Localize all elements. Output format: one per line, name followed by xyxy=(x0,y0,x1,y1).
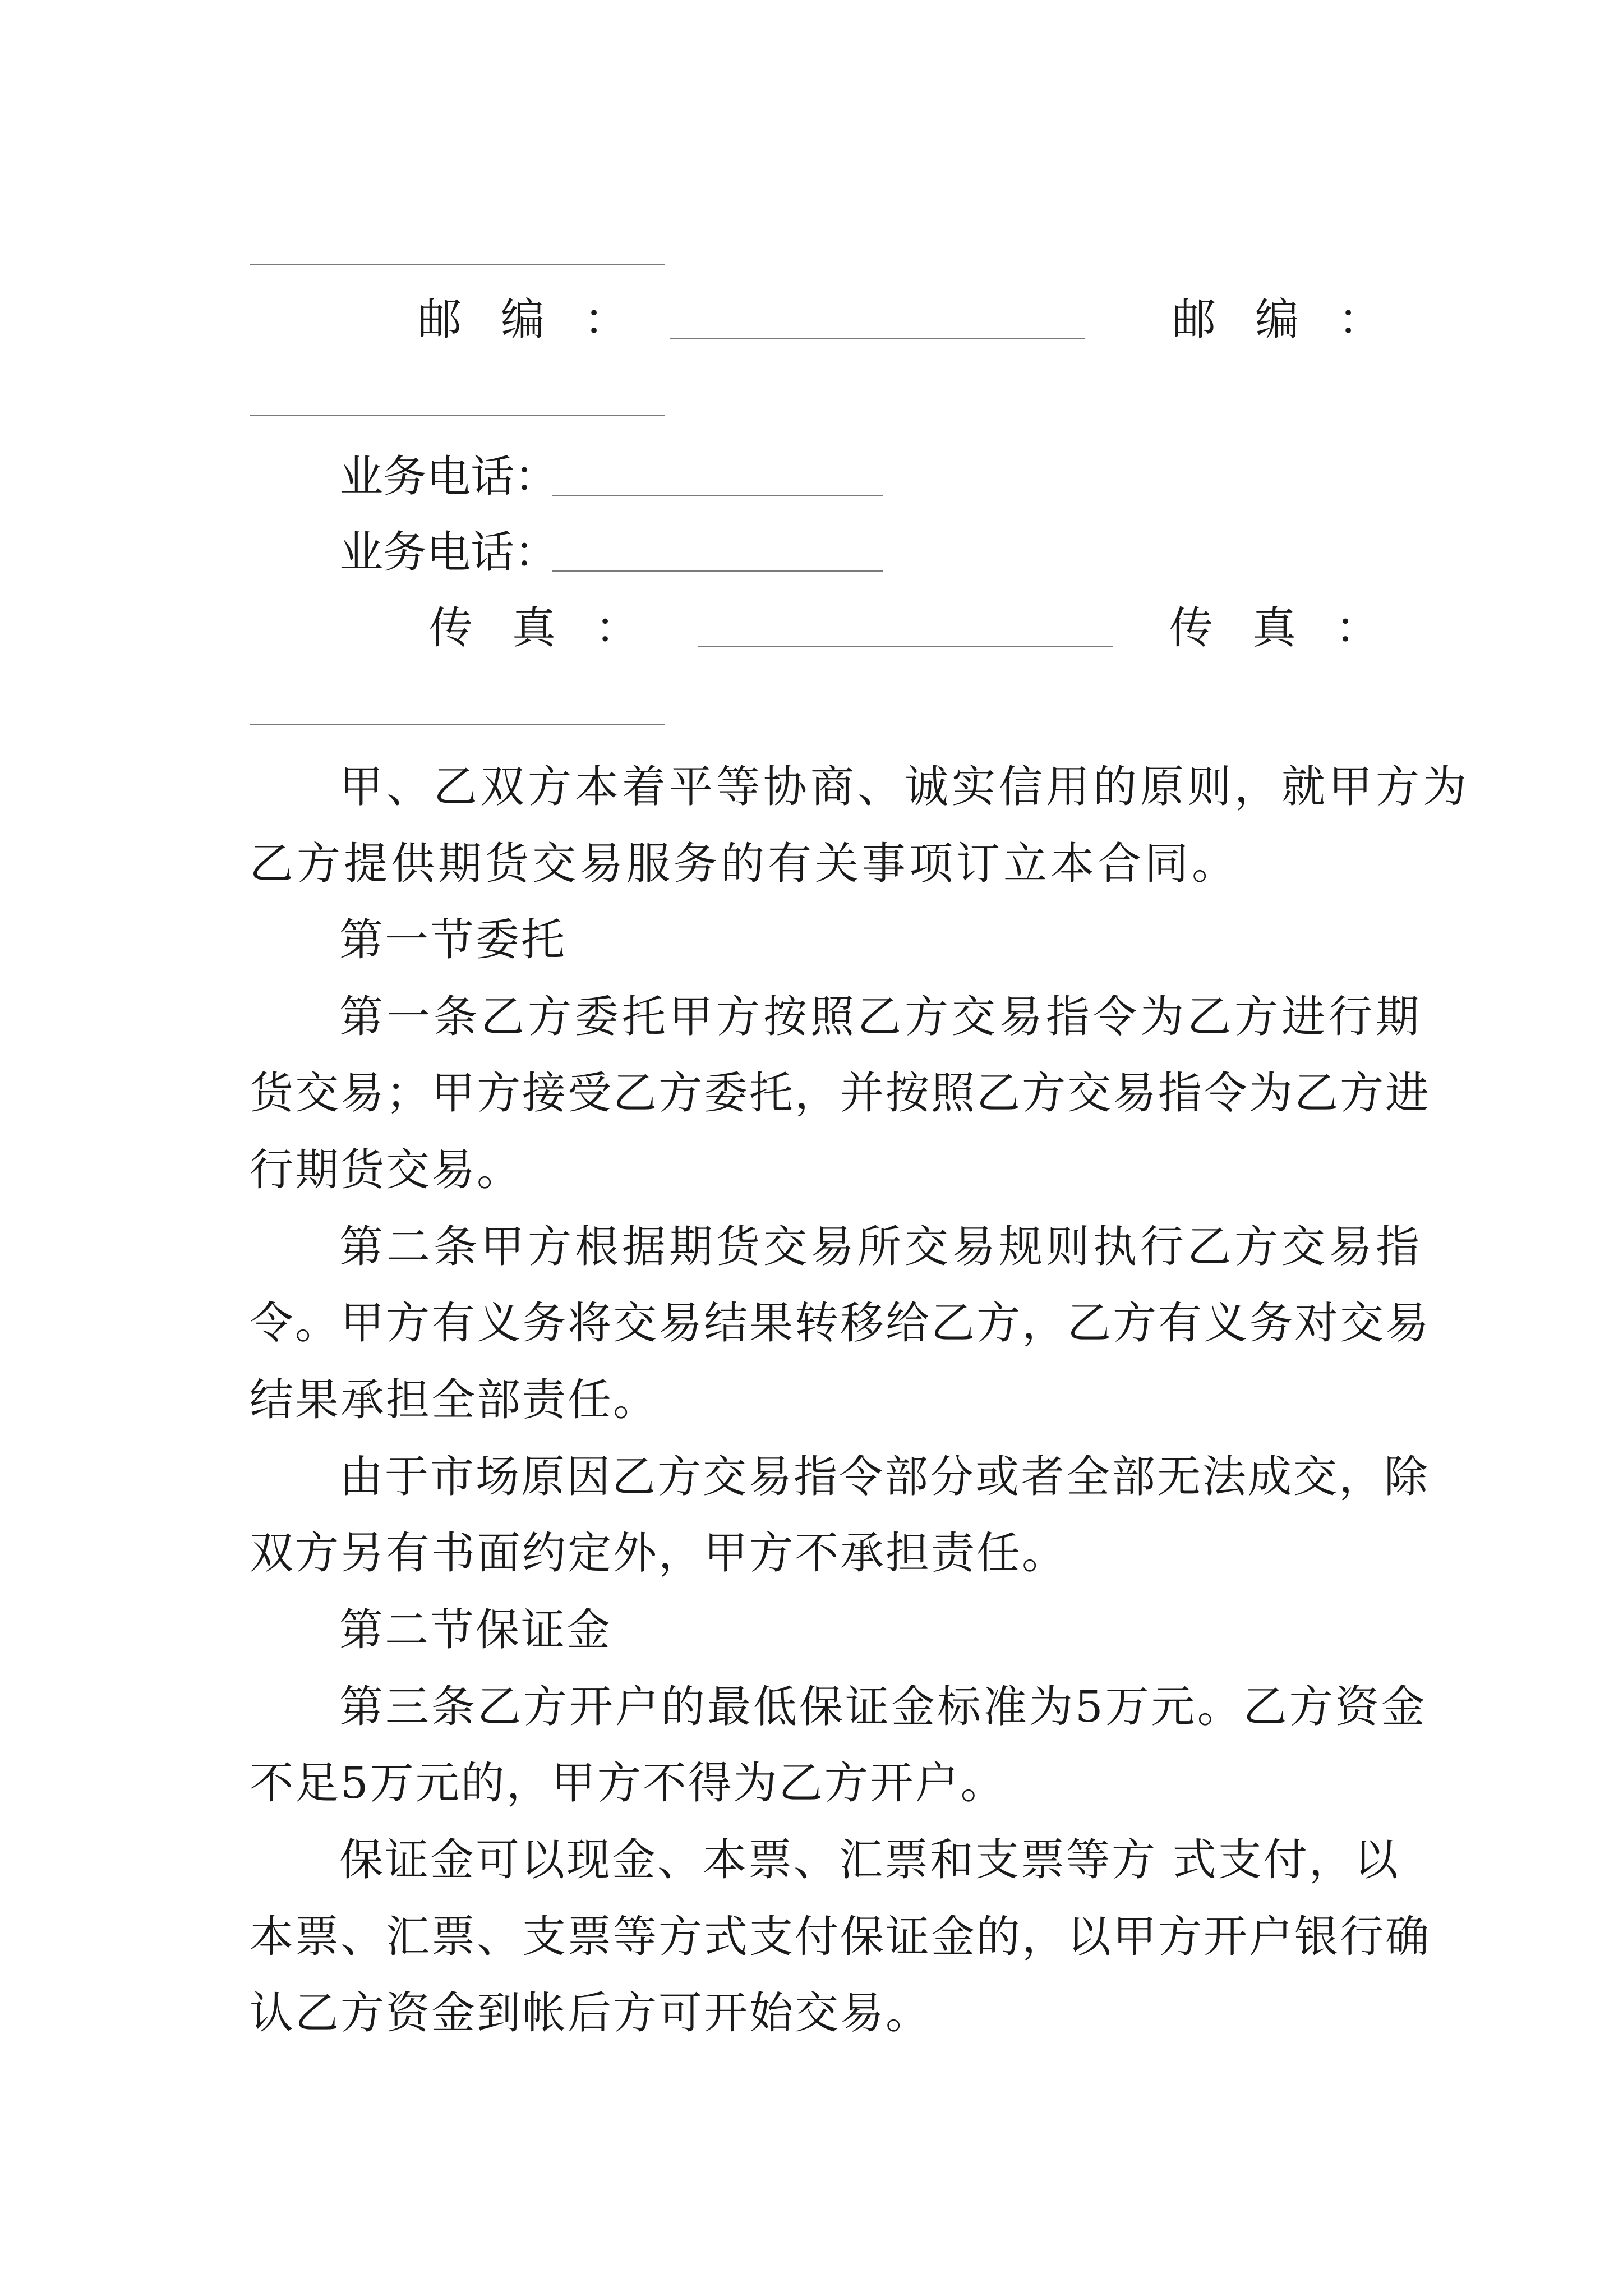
body-line: 行期货交易。 xyxy=(250,1145,523,1195)
phone-row xyxy=(250,449,1388,505)
body-line: 乙方提供期货交易服务的有关事项订立本合同。 xyxy=(250,839,1239,889)
body-line: 第二条甲方根据期货交易所交易规则执行乙方交易指 xyxy=(339,1222,1423,1272)
phone-blank-b[interactable] xyxy=(552,570,883,572)
body-line: 第一条乙方委托甲方按照乙方交易指令为乙方进行期 xyxy=(339,992,1423,1042)
body-line: 货交易；甲方接受乙方委托，并按照乙方交易指令为乙方进 xyxy=(250,1068,1431,1119)
phone-row-b xyxy=(250,524,1388,581)
phone-label: 业务电话： xyxy=(339,452,559,502)
blank-line xyxy=(250,415,665,416)
phone-label-b: 业务电话： xyxy=(339,527,559,578)
body-line: 认乙方资金到帐后方可开始交易。 xyxy=(250,1988,932,2039)
blank-line xyxy=(250,724,665,725)
body-line: 本票、汇票、支票等方式支付保证金的，以甲方开户银行确 xyxy=(250,1912,1431,1962)
postcode-label-b: 邮编： xyxy=(1172,295,1422,345)
body-line: 甲、乙双方本着平等协商、诚实信用的原则，就甲方为 xyxy=(339,762,1470,812)
section-heading: 第一节委托 xyxy=(339,915,567,965)
postcode-blank[interactable] xyxy=(670,338,1085,339)
section-heading: 第二节保证金 xyxy=(339,1605,612,1655)
blank-line xyxy=(250,264,665,265)
body-line: 第三条乙方开户的最低保证金标准为5万元。乙方资金 xyxy=(339,1682,1427,1732)
body-line: 由于市场原因乙方交易指令部分或者全部无法成交，除 xyxy=(339,1452,1430,1502)
fax-label-b: 传真： xyxy=(1169,603,1419,654)
fax-blank[interactable] xyxy=(698,646,1113,647)
body-line: 结果承担全部责任。 xyxy=(250,1375,659,1425)
body-line: 令。甲方有义务将交易结果转移给乙方，乙方有义务对交易 xyxy=(250,1298,1431,1349)
postcode-label: 邮编： xyxy=(418,295,667,345)
fax-label: 传真： xyxy=(429,603,679,654)
postcode-row xyxy=(250,292,1422,348)
body-line: 不足5万元的，甲方不得为乙方开户。 xyxy=(250,1758,1006,1809)
fax-row xyxy=(250,600,1419,656)
body-line: 双方另有书面约定外，甲方不承担责任。 xyxy=(250,1528,1068,1579)
body-line: 保证金可以现金、本票、汇票和支票等方 式支付，以 xyxy=(339,1835,1400,1885)
phone-blank[interactable] xyxy=(552,495,883,496)
